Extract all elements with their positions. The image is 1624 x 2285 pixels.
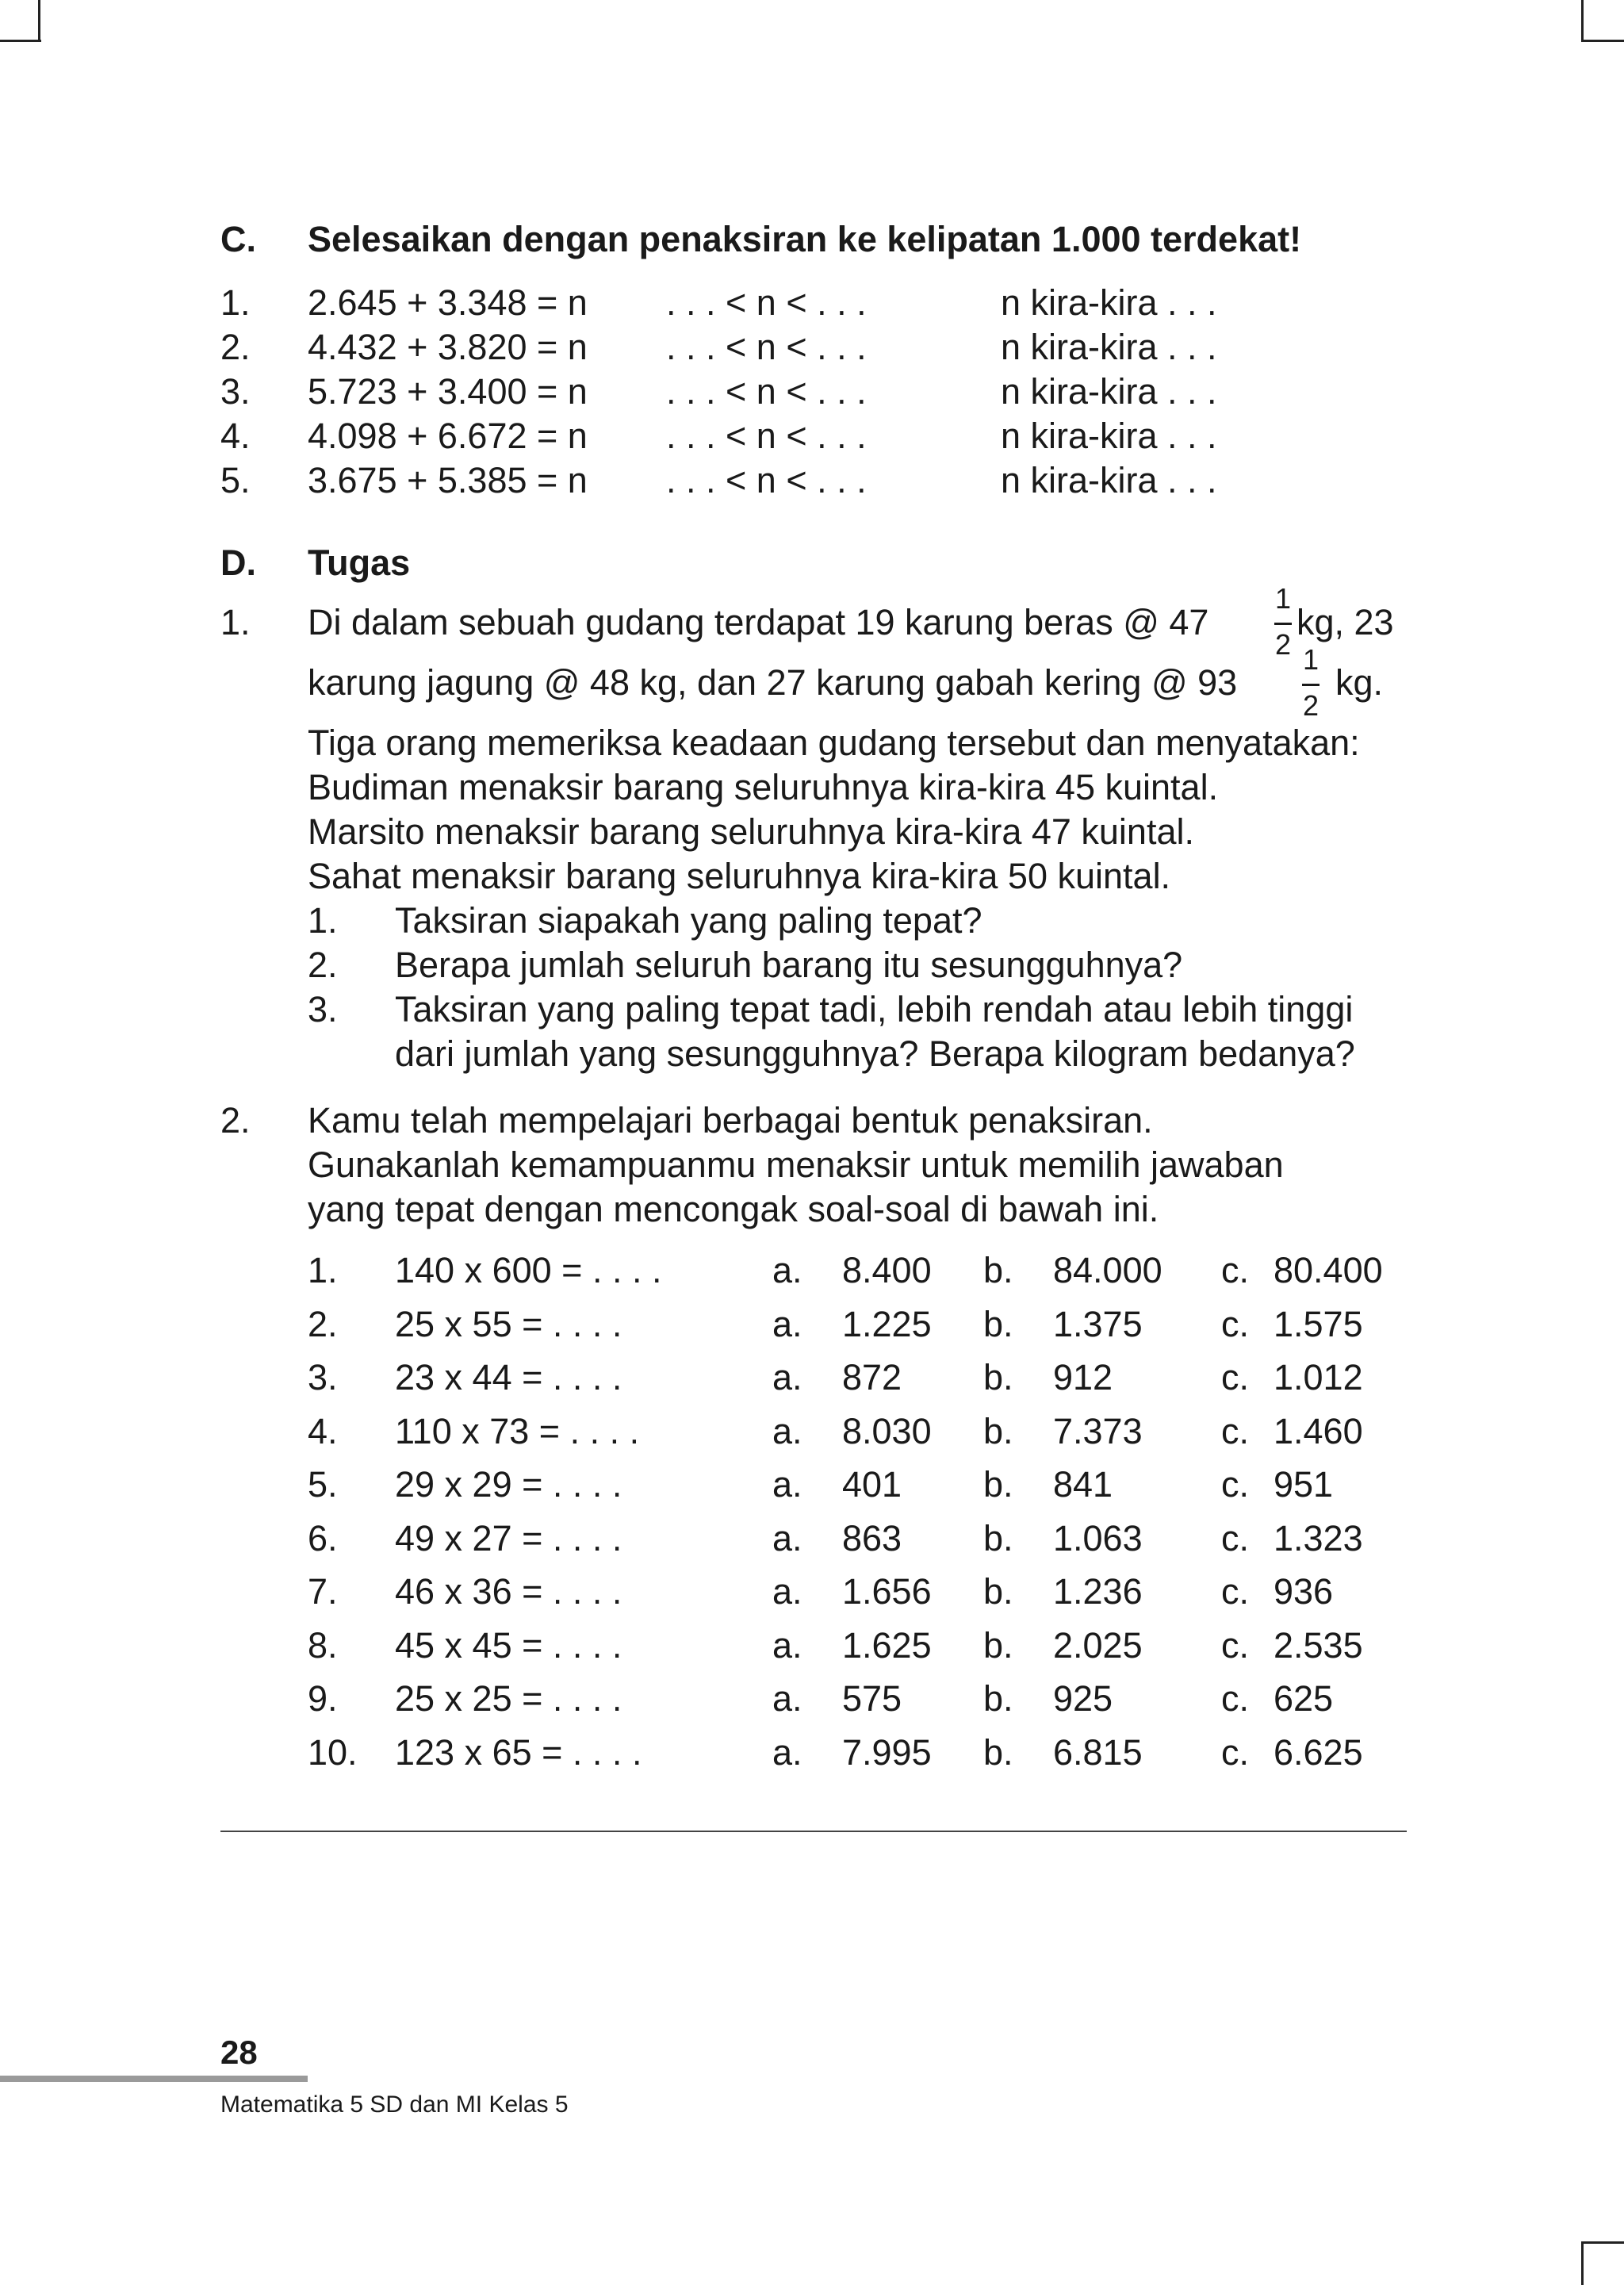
option-b-label: b.	[983, 1357, 1013, 1397]
option-b-value: 912	[1053, 1357, 1113, 1397]
crop-mark-top-right-h	[1581, 40, 1624, 42]
option-b-value: 1.375	[1053, 1304, 1143, 1344]
option-b-value: 925	[1053, 1678, 1113, 1719]
c-item-estimate: n kira-kira . . .	[1001, 282, 1217, 323]
bottom-divider	[220, 1831, 1407, 1832]
option-c-label: c.	[1221, 1678, 1250, 1719]
option-a-value: 863	[842, 1518, 902, 1558]
c-item-range: . . . < n < . . .	[666, 327, 867, 367]
option-c-value: 1.323	[1274, 1518, 1363, 1558]
option-c-label: c.	[1221, 1732, 1250, 1773]
option-a-value: 872	[842, 1357, 902, 1397]
task1-question-number: 2.	[308, 945, 338, 985]
option-c-label: c.	[1221, 1250, 1250, 1290]
problem-expression: 23 x 44 = . . . .	[395, 1357, 622, 1397]
footer-accent-bar	[0, 2076, 308, 2082]
fraction-numerator: 1	[1274, 582, 1292, 615]
c-item-number: 4.	[220, 416, 251, 456]
option-c-value: 80.400	[1274, 1250, 1383, 1290]
task1-question-text: Taksiran siapakah yang paling tepat?	[395, 900, 982, 941]
option-b-label: b.	[983, 1625, 1013, 1666]
option-b-label: b.	[983, 1464, 1013, 1505]
book-title: Matematika 5 SD dan MI Kelas 5	[220, 2091, 569, 2118]
problem-expression: 45 x 45 = . . . .	[395, 1625, 622, 1666]
c-item-number: 1.	[220, 282, 251, 323]
option-a-label: a.	[772, 1304, 802, 1344]
option-b-value: 6.815	[1053, 1732, 1143, 1773]
option-a-value: 1.625	[842, 1625, 932, 1666]
option-a-label: a.	[772, 1571, 802, 1612]
option-c-value: 1.575	[1274, 1304, 1363, 1344]
option-b-value: 1.063	[1053, 1518, 1143, 1558]
option-a-label: a.	[772, 1678, 802, 1719]
crop-mark-top-right-v	[1581, 0, 1584, 41]
task1-line1-start: Di dalam sebuah gudang terdapat 19 karung beras @ 47	[308, 602, 1209, 642]
option-b-label: b.	[983, 1732, 1013, 1773]
task1-line2-start: karung jagung @ 48 kg, dan 27 karung gabah kering @ 93	[308, 662, 1238, 703]
option-c-label: c.	[1221, 1625, 1250, 1666]
problem-number: 8.	[308, 1625, 338, 1666]
problem-number: 3.	[308, 1357, 338, 1397]
task1-line1-end: kg, 23	[1297, 602, 1394, 642]
fraction-bar	[1274, 623, 1292, 625]
problem-number: 7.	[308, 1571, 338, 1612]
task1-question-text: Berapa jumlah seluruh barang itu sesungguhnya?	[395, 945, 1183, 985]
option-c-label: c.	[1221, 1304, 1250, 1344]
problem-number: 4.	[308, 1411, 338, 1451]
option-a-value: 575	[842, 1678, 902, 1719]
problem-number: 1.	[308, 1250, 338, 1290]
c-item-range: . . . < n < . . .	[666, 460, 867, 500]
option-c-label: c.	[1221, 1518, 1250, 1558]
option-a-value: 1.656	[842, 1571, 932, 1612]
c-item-estimate: n kira-kira . . .	[1001, 327, 1217, 367]
task1-paragraph-line: Sahat menaksir barang seluruhnya kira-kira 50 kuintal.	[308, 856, 1171, 896]
task1-question-text: Taksiran yang paling tepat tadi, lebih rendah atau lebih tinggi	[395, 989, 1354, 1029]
option-a-value: 8.030	[842, 1411, 932, 1451]
task2-paragraph-line: yang tepat dengan mencongak soal-soal di bawah ini.	[308, 1189, 1159, 1229]
option-a-label: a.	[772, 1250, 802, 1290]
problem-number: 6.	[308, 1518, 338, 1558]
c-item-expression: 4.098 + 6.672 = n	[308, 416, 588, 456]
problem-number: 10.	[308, 1732, 358, 1773]
task1-line2-end: kg.	[1335, 662, 1384, 703]
problem-expression: 49 x 27 = . . . .	[395, 1518, 622, 1558]
task1-paragraph-line: Marsito menaksir barang seluruhnya kira-kira 47 kuintal.	[308, 811, 1194, 852]
option-a-label: a.	[772, 1732, 802, 1773]
option-c-value: 625	[1274, 1678, 1334, 1719]
option-c-value: 951	[1274, 1464, 1334, 1505]
c-item-range: . . . < n < . . .	[666, 416, 867, 456]
problem-expression: 29 x 29 = . . . .	[395, 1464, 622, 1505]
c-item-expression: 3.675 + 5.385 = n	[308, 460, 588, 500]
fraction-one-half	[1271, 583, 1295, 662]
problem-number: 5.	[308, 1464, 338, 1505]
option-b-label: b.	[983, 1571, 1013, 1612]
option-b-label: b.	[983, 1250, 1013, 1290]
fraction-bar	[1302, 684, 1320, 686]
option-c-value: 2.535	[1274, 1625, 1363, 1666]
option-b-label: b.	[983, 1518, 1013, 1558]
option-a-label: a.	[772, 1357, 802, 1397]
crop-mark-top-left-v	[38, 0, 40, 41]
option-a-value: 401	[842, 1464, 902, 1505]
task1-question-number: 1.	[308, 900, 338, 941]
option-b-value: 841	[1053, 1464, 1113, 1505]
c-item-range: . . . < n < . . .	[666, 371, 867, 412]
problem-expression: 46 x 36 = . . . .	[395, 1571, 622, 1612]
crop-mark-top-left-h	[0, 40, 41, 42]
fraction-denominator: 2	[1274, 628, 1292, 661]
option-c-value: 936	[1274, 1571, 1334, 1612]
problem-number: 2.	[308, 1304, 338, 1344]
option-c-value: 1.460	[1274, 1411, 1363, 1451]
option-a-value: 8.400	[842, 1250, 932, 1290]
option-b-label: b.	[983, 1678, 1013, 1719]
problem-expression: 25 x 25 = . . . .	[395, 1678, 622, 1719]
task1-paragraph-line: Budiman menaksir barang seluruhnya kira-kira 45 kuintal.	[308, 767, 1219, 807]
task2-number: 2.	[220, 1100, 251, 1141]
option-b-value: 1.236	[1053, 1571, 1143, 1612]
c-item-number: 5.	[220, 460, 251, 500]
option-a-value: 1.225	[842, 1304, 932, 1344]
c-item-expression: 2.645 + 3.348 = n	[308, 282, 588, 323]
problem-expression: 140 x 600 = . . . .	[395, 1250, 662, 1290]
problem-expression: 110 x 73 = . . . .	[395, 1411, 640, 1451]
option-a-label: a.	[772, 1411, 802, 1451]
option-c-value: 6.625	[1274, 1732, 1363, 1773]
task1-question-number: 3.	[308, 989, 338, 1029]
fraction-denominator: 2	[1302, 689, 1320, 722]
c-item-estimate: n kira-kira . . .	[1001, 371, 1217, 412]
c-item-expression: 4.432 + 3.820 = n	[308, 327, 588, 367]
option-c-label: c.	[1221, 1571, 1250, 1612]
problem-number: 9.	[308, 1678, 338, 1719]
option-a-label: a.	[772, 1518, 802, 1558]
c-item-number: 3.	[220, 371, 251, 412]
option-a-value: 7.995	[842, 1732, 932, 1773]
c-item-estimate: n kira-kira . . .	[1001, 460, 1217, 500]
task2-paragraph-line: Kamu telah mempelajari berbagai bentuk penaksiran.	[308, 1100, 1153, 1141]
c-item-number: 2.	[220, 327, 251, 367]
section-d-title: Tugas	[308, 542, 411, 583]
task1-number: 1.	[220, 602, 251, 642]
option-b-value: 7.373	[1053, 1411, 1143, 1451]
option-b-label: b.	[983, 1411, 1013, 1451]
section-c-title: Selesaikan dengan penaksiran ke kelipatan 1.000 terdekat!	[308, 219, 1302, 259]
c-item-estimate: n kira-kira . . .	[1001, 416, 1217, 456]
problem-expression: 123 x 65 = . . . .	[395, 1732, 642, 1773]
c-item-expression: 5.723 + 3.400 = n	[308, 371, 588, 412]
crop-mark-bottom-right-h	[1581, 2241, 1624, 2244]
fraction-one-half	[1299, 644, 1323, 723]
option-a-label: a.	[772, 1464, 802, 1505]
section-c-marker: C.	[220, 219, 256, 259]
option-c-label: c.	[1221, 1357, 1250, 1397]
page-number: 28	[220, 2034, 258, 2071]
option-c-label: c.	[1221, 1411, 1250, 1451]
section-d-marker: D.	[220, 542, 256, 583]
c-item-range: . . . < n < . . .	[666, 282, 867, 323]
task1-question-text-continued: dari jumlah yang sesungguhnya? Berapa kilogram bedanya?	[395, 1033, 1355, 1074]
crop-mark-bottom-right-v	[1581, 2241, 1584, 2285]
option-c-value: 1.012	[1274, 1357, 1363, 1397]
task1-paragraph-line: Tiga orang memeriksa keadaan gudang tersebut dan menyatakan:	[308, 723, 1360, 763]
option-a-label: a.	[772, 1625, 802, 1666]
fraction-numerator: 1	[1302, 643, 1320, 676]
task2-paragraph-line: Gunakanlah kemampuanmu menaksir untuk memilih jawaban	[308, 1144, 1284, 1185]
option-b-value: 2.025	[1053, 1625, 1143, 1666]
option-b-value: 84.000	[1053, 1250, 1162, 1290]
option-c-label: c.	[1221, 1464, 1250, 1505]
option-b-label: b.	[983, 1304, 1013, 1344]
problem-expression: 25 x 55 = . . . .	[395, 1304, 622, 1344]
